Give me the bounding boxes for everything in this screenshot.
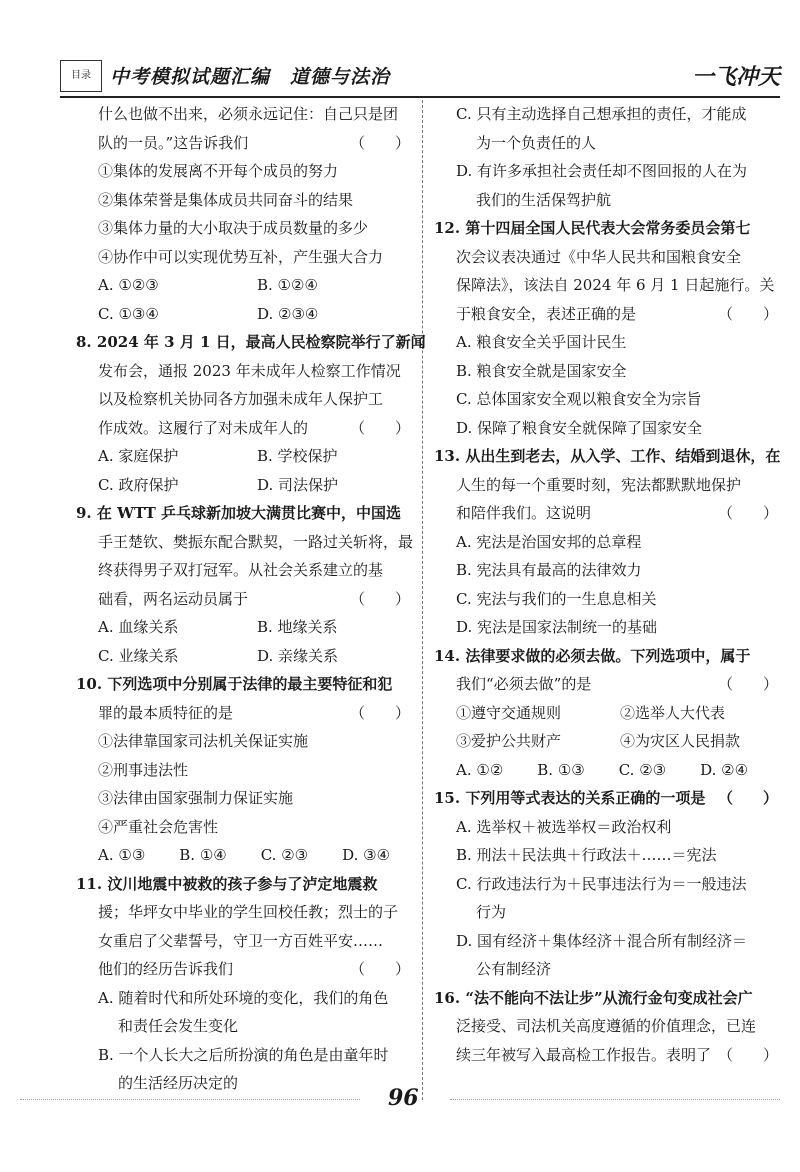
q10-line <box>76 699 416 728</box>
footer-rule-left <box>20 1099 360 1100</box>
q9-line <box>76 585 416 614</box>
page-number: 96 <box>388 1085 419 1111</box>
question-14 <box>434 642 784 785</box>
q10-line-text: 罪的最本质特征的是 <box>98 703 234 722</box>
right-column <box>434 100 784 1069</box>
q16-line-text: 续三年被写入最高检工作报告。表明了 <box>456 1045 712 1064</box>
q16-line <box>434 1041 784 1070</box>
column-divider <box>422 100 423 1100</box>
q7-item: ④协作中可以实现优势互补，产生强大合力 <box>98 247 384 266</box>
answer-bracket: （ ） <box>717 504 778 522</box>
q9-options-row <box>76 613 416 642</box>
answer-bracket: （ ） <box>717 675 778 693</box>
q14-option-d: D. ②④ <box>700 760 749 779</box>
q12-line: 保障法》，该法自 2024 年 6 月 1 日起施行。关 <box>456 276 775 294</box>
q14-item: ②选举人大代表 <box>620 703 726 722</box>
q12-line-text: 于粮食安全，表述正确的是 <box>456 304 637 323</box>
question-13 <box>434 442 784 642</box>
q12-option-b: B. 粮食安全就是国家安全 <box>456 361 627 380</box>
q9-line: 9. 在 WTT 乒乓球新加坡大满贯比赛中，中国选 <box>76 504 401 522</box>
q15-option-c: C. 行政违法行为＋民事违法行为＝一般违法 <box>456 874 747 893</box>
q9-option-d: D. 亲缘关系 <box>257 646 339 665</box>
q15-option-d: D. 国有经济＋集体经济＋混合所有制经济＝ <box>456 931 748 950</box>
answer-bracket: （ ） <box>349 703 410 722</box>
q10-item: ④严重社会危害性 <box>98 817 219 836</box>
q9-option-b: B. 地缘关系 <box>257 618 338 636</box>
q12-option-d: D. 保障了粮食安全就保障了国家安全 <box>456 418 703 437</box>
q15-option-b: B. 刑法＋民法典＋行政法＋……＝宪法 <box>456 846 717 864</box>
q16-line: 泛接受、司法机关高度遵循的价值理念，已连 <box>456 1017 757 1035</box>
q8-option-a: A. 家庭保护 <box>98 447 179 465</box>
question-9 <box>76 499 416 670</box>
q11-line: 援；华坪女中毕业的学生回校任教；烈士的子 <box>98 903 399 921</box>
answer-bracket: （ ） <box>717 304 778 323</box>
q14-line-text: 我们“必须去做”的是 <box>456 675 592 693</box>
q7-line: 什么也做不出来，必须永远记住：自己只是团 <box>98 105 399 123</box>
q10-line: 10. 下列选项中分别属于法律的最主要特征和犯 <box>76 675 393 693</box>
q7-line <box>76 129 416 158</box>
page-header <box>60 58 780 98</box>
q11-option-a-cont: 和责任会发生变化 <box>118 1017 239 1035</box>
q11-line: 11. 汶川地震中被救的孩子参与了泸定地震救 <box>76 874 378 893</box>
q8-option-c: C. 政府保护 <box>98 475 179 494</box>
question-7-continued <box>76 100 416 328</box>
q10-item: ①法律靠国家司法机关保证实施 <box>98 732 309 750</box>
q13-line-text: 和陪伴我们。这说明 <box>456 504 592 522</box>
q8-options-row <box>76 442 416 471</box>
answer-bracket: （ ） <box>717 789 778 807</box>
q7-option-b: B. ①②④ <box>257 276 318 294</box>
q15-option-a: A. 选举权＋被选举权＝政治权利 <box>456 817 672 836</box>
q14-item: ①遵守交通规则 <box>456 703 562 722</box>
q14-items-row <box>434 727 784 756</box>
q7-item: ③集体力量的大小取决于成员数量的多少 <box>98 219 369 237</box>
q11-line-text: 他们的经历告诉我们 <box>98 960 234 978</box>
answer-bracket: （ ） <box>349 589 410 608</box>
q13-line: 13. 从出生到老去，从入学、工作、结婚到退休，在 <box>434 447 781 465</box>
header-title: 中考模拟试题汇编 道德与法治 <box>110 66 391 88</box>
q14-option-a: A. ①② <box>456 760 504 779</box>
q12-line <box>434 300 784 329</box>
q15-line <box>434 784 784 813</box>
q8-options-row <box>76 471 416 500</box>
q13-option-a: A. 宪法是治国安邦的总章程 <box>456 532 642 551</box>
q9-option-a: A. 血缘关系 <box>98 618 179 636</box>
q7-options-row <box>76 300 416 329</box>
question-11 <box>76 870 416 1098</box>
q7-option-d: D. ②③④ <box>257 304 319 323</box>
q15-option-d-cont: 公有制经济 <box>476 960 552 978</box>
q9-options-row <box>76 642 416 671</box>
q10-item: ③法律由国家强制力保证实施 <box>98 789 294 807</box>
q12-line: 次会议表决通过《中华人民共和国粮食安全 <box>456 247 742 266</box>
q8-option-b: B. 学校保护 <box>257 447 338 465</box>
q8-line-text: 作成效。这履行了对未成年人的 <box>98 418 309 437</box>
question-15 <box>434 784 784 984</box>
q11-option-b: B. 一个人长大之后所扮演的角色是由童年时 <box>98 1045 389 1064</box>
q12-line: 12. 第十四届全国人民代表大会常务委员会第七 <box>434 219 751 237</box>
q8-line: 以及检察机关协同各方加强未成年人保护工 <box>98 390 384 408</box>
question-10 <box>76 670 416 870</box>
page-footer <box>0 1085 800 1115</box>
footer-rule-right <box>450 1099 780 1100</box>
q14-option-b: B. ①③ <box>537 760 585 779</box>
q14-options-row <box>434 756 784 785</box>
q10-option-b: B. ①④ <box>179 846 227 864</box>
q10-item: ②刑事违法性 <box>98 760 189 779</box>
q7-item: ②集体荣誉是集体成员共同奋斗的结果 <box>98 190 354 209</box>
q14-line <box>434 670 784 699</box>
q11-option-d: D. 有许多承担社会责任却不图回报的人在为 <box>456 162 748 180</box>
question-16 <box>434 984 784 1070</box>
q7-options-row <box>76 271 416 300</box>
q14-items-row <box>434 699 784 728</box>
q8-option-d: D. 司法保护 <box>257 475 339 494</box>
q7-option-a: A. ①②③ <box>98 276 159 294</box>
q12-option-a: A. 粮食安全关乎国计民生 <box>456 333 627 351</box>
q16-line: 16. “法不能向不法让步”从流行金句变成社会广 <box>434 988 753 1007</box>
q9-option-c: C. 业缘关系 <box>98 646 179 665</box>
header-brand: 一飞冲天 <box>691 64 780 90</box>
q11-option-a: A. 随着时代和所处环境的变化，我们的角色 <box>98 988 389 1007</box>
q12-option-c: C. 总体国家安全观以粮食安全为宗旨 <box>456 390 702 408</box>
q10-options-row <box>76 841 416 870</box>
q13-line: 人生的每一个重要时刻，宪法都默默地保护 <box>456 475 742 494</box>
q14-option-c: C. ②③ <box>618 760 667 779</box>
q9-line: 终获得男子双打冠军。从社会关系建立的基 <box>98 561 384 579</box>
q11-line <box>76 955 416 984</box>
q14-line: 14. 法律要求做的必须去做。下列选项中，属于 <box>434 646 751 665</box>
q13-line <box>434 499 784 528</box>
q11-option-c-cont: 为一个负责任的人 <box>476 133 597 152</box>
question-11-continued <box>434 100 784 214</box>
q9-line: 手王楚钦、樊振东配合默契，一路过关斩将，最 <box>98 532 414 551</box>
q8-line <box>76 414 416 443</box>
q7-option-c: C. ①③④ <box>98 304 159 323</box>
q8-line: 8. 2024 年 3 月 1 日，最高人民检察院举行了新闻 <box>76 333 426 351</box>
q15-line-text: 15. 下列用等式表达的关系正确的一项是 <box>434 789 706 807</box>
q7-line-text: 队的一员。”这告诉我们 <box>98 133 249 152</box>
q11-option-b-cont: 的生活经历决定的 <box>118 1074 239 1092</box>
question-12 <box>434 214 784 442</box>
answer-bracket: （ ） <box>717 1045 778 1064</box>
q11-line: 女重启了父辈誓号，守卫一方百姓平安…… <box>98 931 384 950</box>
q14-item: ④为灾区人民捐款 <box>620 732 741 750</box>
answer-bracket: （ ） <box>349 960 410 978</box>
q7-item: ①集体的发展离不开每个成员的努力 <box>98 162 339 180</box>
q8-line: 发布会，通报 2023 年未成年人检察工作情况 <box>98 361 401 380</box>
q10-option-d: D. ③④ <box>342 846 391 864</box>
q13-option-d: D. 宪法是国家法制统一的基础 <box>456 618 658 636</box>
q10-option-a: A. ①③ <box>98 846 146 864</box>
q11-option-d-cont: 我们的生活保驾护航 <box>476 190 612 209</box>
q13-option-c: C. 宪法与我们的一生息息相关 <box>456 589 657 608</box>
q15-option-c-cont: 行为 <box>476 903 507 921</box>
book-logo: 目录 <box>60 60 102 92</box>
q13-option-b: B. 宪法具有最高的法律效力 <box>456 561 642 579</box>
q10-option-c: C. ②③ <box>260 846 309 864</box>
answer-bracket: （ ） <box>349 418 410 437</box>
q14-item: ③爱护公共财产 <box>456 732 562 750</box>
q9-line-text: 础看，两名运动员属于 <box>98 589 249 608</box>
question-8 <box>76 328 426 499</box>
q11-option-c: C. 只有主动选择自己想承担的责任，才能成 <box>456 105 747 123</box>
answer-bracket: （ ） <box>349 133 410 152</box>
